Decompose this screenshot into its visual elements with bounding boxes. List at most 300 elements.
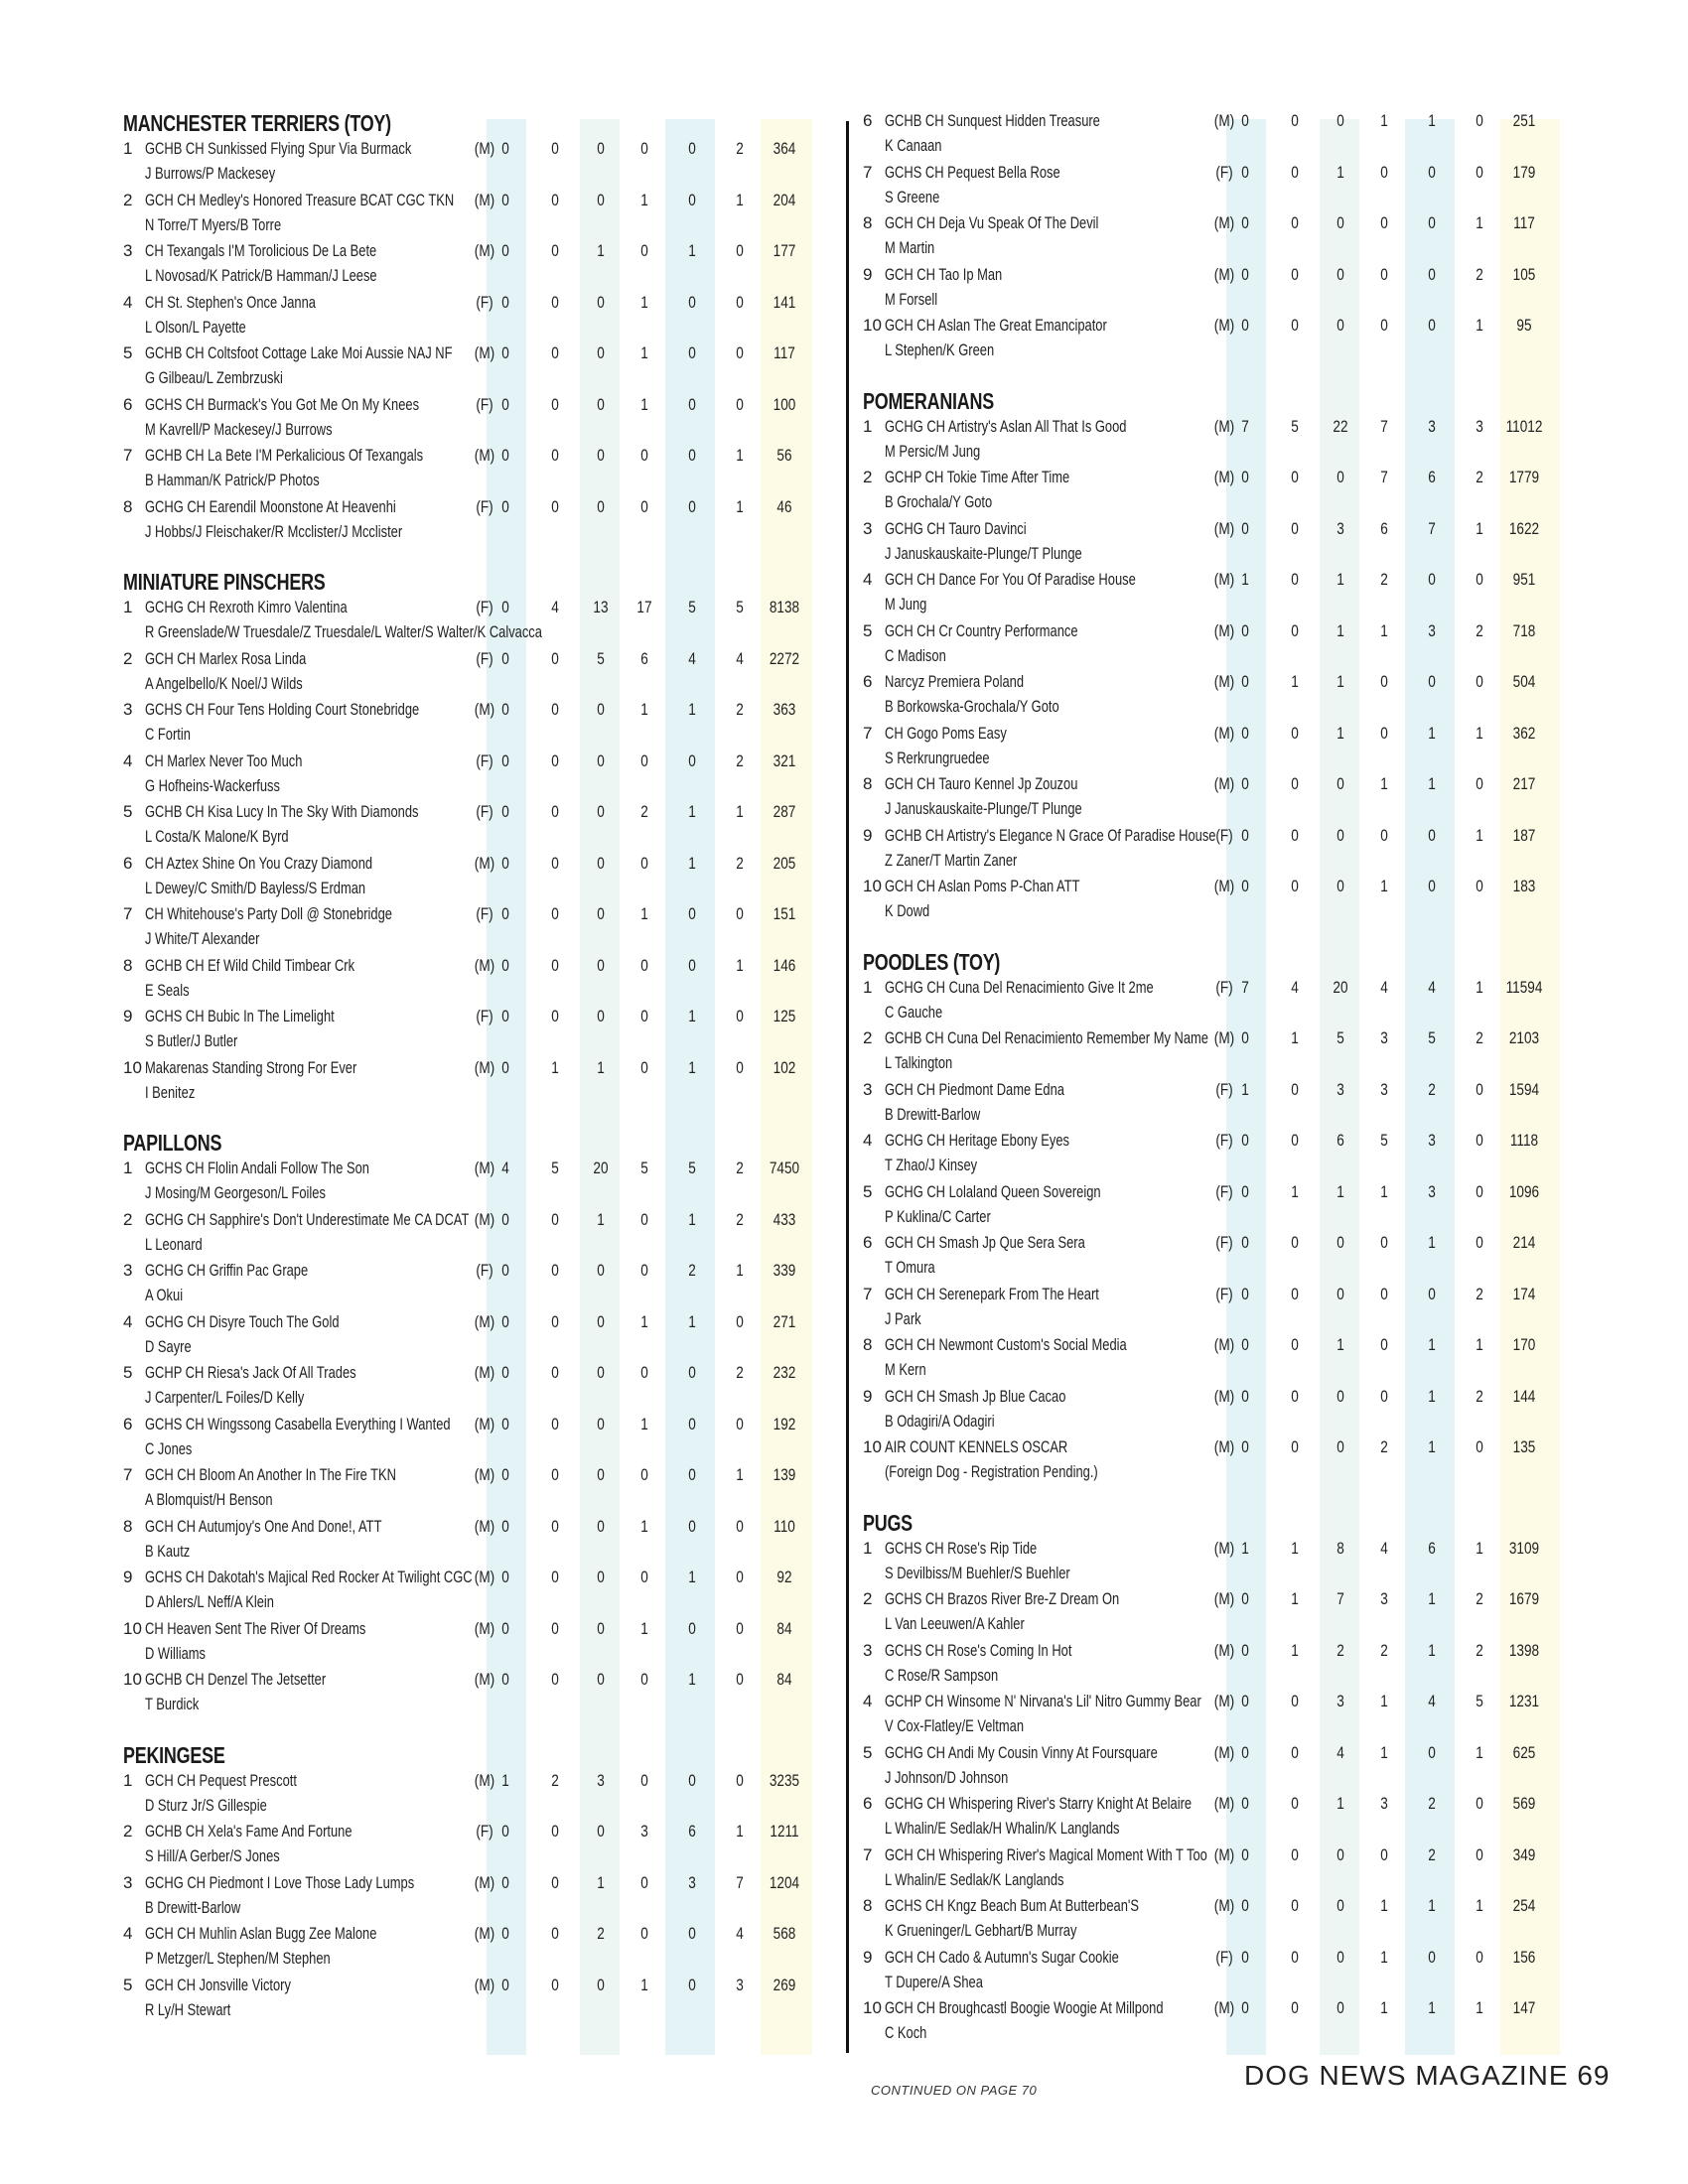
count-value: 3 (1380, 1589, 1388, 1608)
count-value: 0 (1241, 1998, 1249, 2017)
sex-indicator: (F) (476, 1261, 493, 1280)
count-value: 0 (1241, 1437, 1249, 1456)
count-value: 0 (1241, 316, 1249, 335)
count-value: 0 (1291, 1844, 1299, 1864)
count-value: 1 (1476, 977, 1483, 997)
owner-names: L Olson/L Payette (145, 317, 246, 337)
count-value: 1 (640, 343, 648, 362)
ranking-row (123, 1515, 845, 1567)
right-column (863, 109, 1585, 2065)
count-value: 0 (1241, 264, 1249, 284)
count-value: 1 (1476, 1538, 1483, 1558)
points-total: 951 (1512, 570, 1536, 589)
count-value: 0 (1241, 213, 1249, 232)
sex-indicator: (M) (1213, 264, 1235, 284)
count-value: 0 (1380, 672, 1388, 691)
count-value: 0 (688, 496, 696, 516)
breed-section (863, 387, 1585, 926)
count-value: 0 (1241, 162, 1249, 182)
rank-number: 10 (863, 877, 882, 895)
owner-names: M Jung (885, 595, 927, 614)
count-value: 1 (1380, 1947, 1388, 1967)
dog-name: GCHB CH La Bete I'M Perkalicious Of Texangals (145, 446, 424, 465)
owner-names: D Ahlers/L Neff/A Klein (145, 1592, 274, 1611)
points-total: 7450 (769, 1159, 800, 1177)
ranking-row (863, 976, 1585, 1027)
count-value: 0 (640, 241, 648, 260)
owner-names: M Kavrell/P Mackesey/J Burrows (145, 419, 333, 439)
count-value: 1 (640, 1414, 648, 1433)
sex-indicator: (M) (1213, 1794, 1235, 1813)
owner-names: C Jones (145, 1438, 193, 1458)
count-value: 0 (501, 751, 509, 770)
sex-indicator: (M) (1213, 1692, 1235, 1710)
count-value: 0 (640, 446, 648, 465)
rank-number: 8 (863, 1896, 873, 1915)
count-value: 0 (597, 1363, 605, 1382)
count-value: 2 (1380, 1640, 1388, 1660)
rank-number: 6 (863, 1233, 873, 1252)
dog-name: GCHG CH Heritage Ebony Eyes (885, 1131, 1069, 1150)
count-value: 0 (640, 751, 648, 770)
sex-indicator: (M) (1213, 1386, 1235, 1406)
count-value: 8 (1336, 1538, 1344, 1558)
points-total: 269 (773, 1975, 796, 1994)
rank-number: 10 (863, 316, 882, 335)
rank-number: 1 (863, 1538, 873, 1558)
count-value: 0 (551, 1516, 559, 1536)
dog-name: CH Gogo Poms Easy (885, 723, 1007, 743)
count-value: 0 (1336, 825, 1344, 845)
count-value: 1 (1428, 1589, 1436, 1608)
rank-number: 9 (123, 1568, 133, 1586)
count-value: 0 (501, 446, 509, 465)
count-value: 0 (1336, 1947, 1344, 1967)
count-value: 0 (597, 496, 605, 516)
count-value: 6 (1336, 1131, 1344, 1150)
count-value: 2 (1476, 1589, 1483, 1608)
count-value: 1 (1336, 162, 1344, 182)
count-value: 0 (1476, 672, 1483, 691)
dog-name: GCHP CH Riesa's Jack Of All Trades (145, 1363, 356, 1382)
owner-names: D Williams (145, 1643, 207, 1663)
owner-names: D Sturz Jr/S Gillespie (145, 1795, 267, 1815)
count-value: 1 (1428, 1386, 1436, 1406)
left-sections (123, 109, 845, 2024)
ranking-row (123, 291, 845, 342)
breed-heading: POODLES (TOY) (863, 948, 1001, 975)
dog-name: GCHG CH Disyre Touch The Gold (145, 1311, 340, 1331)
points-total: 254 (1512, 1896, 1536, 1915)
rank-number: 7 (123, 1465, 133, 1484)
points-total: 568 (773, 1924, 796, 1943)
count-value: 0 (551, 343, 559, 362)
count-value: 0 (1336, 1284, 1344, 1303)
count-value: 4 (1428, 1692, 1436, 1710)
count-value: 3 (688, 1872, 696, 1892)
ranking-row (863, 1639, 1585, 1691)
dog-name: GCHS CH Kngz Beach Bum At Butterbean'S (885, 1896, 1139, 1915)
rank-number: 10 (863, 1437, 882, 1456)
rank-number: 2 (863, 1028, 873, 1047)
rank-number: 2 (123, 1209, 133, 1229)
count-value: 1 (1476, 1998, 1483, 2017)
dog-name: GCH CH Broughcastl Boogie Woogie At Millpond (885, 1998, 1164, 2017)
dog-name: GCHG CH Rexroth Kimro Valentina (145, 598, 348, 616)
count-value: 5 (1291, 416, 1299, 436)
rank-number: 2 (863, 1589, 873, 1608)
count-value: 0 (736, 292, 744, 312)
count-value: 0 (551, 496, 559, 516)
rank-number: 1 (863, 416, 873, 436)
count-value: 5 (688, 598, 696, 616)
count-value: 0 (1476, 1437, 1483, 1456)
count-value: 3 (597, 1770, 605, 1790)
points-total: 504 (1512, 672, 1536, 691)
sex-indicator: (F) (1215, 1947, 1233, 1967)
count-value: 0 (501, 1465, 509, 1484)
owner-names: N Torre/T Myers/B Torre (145, 214, 282, 234)
rank-number: 5 (863, 620, 873, 640)
dog-name: GCHG CH Tauro Davinci (885, 518, 1027, 538)
count-value: 3 (640, 1822, 648, 1841)
count-value: 0 (688, 1770, 696, 1790)
sex-indicator: (M) (474, 1975, 495, 1994)
count-value: 0 (597, 446, 605, 465)
owner-names: C Madison (885, 645, 946, 665)
rank-number: 2 (123, 648, 133, 668)
count-value: 1 (1380, 111, 1388, 130)
count-value: 0 (1476, 1794, 1483, 1813)
points-total: 569 (1512, 1794, 1536, 1813)
sex-indicator: (M) (1213, 774, 1235, 793)
dog-name: CH St. Stephen's Once Janna (145, 292, 316, 312)
sex-indicator: (M) (474, 1057, 495, 1077)
count-value: 0 (1241, 1896, 1249, 1915)
count-value: 0 (597, 394, 605, 414)
sex-indicator: (M) (474, 853, 495, 873)
ranking-row (123, 1361, 845, 1413)
count-value: 0 (501, 1618, 509, 1638)
count-value: 0 (1291, 468, 1299, 486)
dog-name: GCHG CH Sapphire's Don't Underestimate Me CA DCAT (145, 1209, 470, 1229)
rank-number: 5 (123, 802, 133, 821)
sex-indicator: (M) (474, 139, 495, 158)
sex-indicator: (M) (1213, 1896, 1235, 1915)
dog-name: GCHS CH Dakotah's Majical Red Rocker At Twilight CGC (145, 1568, 473, 1586)
sex-indicator: (M) (1213, 1998, 1235, 2017)
dog-name: GCH CH Piedmont Dame Edna (885, 1079, 1064, 1099)
rank-number: 3 (123, 700, 133, 719)
count-value: 2 (736, 751, 744, 770)
count-value: 0 (551, 1311, 559, 1331)
count-value: 0 (1241, 1844, 1249, 1864)
rank-number: 8 (863, 213, 873, 232)
count-value: 0 (640, 1261, 648, 1280)
rank-number: 10 (123, 1618, 142, 1638)
count-value: 0 (1476, 570, 1483, 589)
owner-names: T Burdick (145, 1695, 200, 1713)
count-value: 0 (597, 802, 605, 821)
count-value: 1 (640, 1618, 648, 1638)
count-value: 0 (1336, 1233, 1344, 1252)
sex-indicator: (F) (476, 802, 493, 821)
dog-name: GCH CH Muhlin Aslan Bugg Zee Malone (145, 1924, 377, 1943)
points-total: 117 (1513, 213, 1535, 232)
ranking-row (123, 1820, 845, 1871)
ranking-row (123, 1922, 845, 1974)
count-value: 1 (1380, 1692, 1388, 1710)
count-value: 0 (501, 648, 509, 668)
points-total: 84 (776, 1670, 792, 1689)
count-value: 7 (1241, 416, 1249, 436)
count-value: 0 (1291, 1896, 1299, 1915)
rank-number: 3 (123, 241, 133, 260)
breed-heading: POMERANIANS (863, 387, 994, 414)
count-value: 0 (736, 394, 744, 414)
count-value: 0 (1291, 723, 1299, 743)
count-value: 0 (501, 1568, 509, 1586)
points-total: 11594 (1505, 977, 1543, 997)
dog-name: GCH CH Autumjoy's One And Done!, ATT (145, 1516, 382, 1536)
count-value: 0 (501, 1311, 509, 1331)
owner-names: L Dewey/C Smith/D Bayless/S Erdman (145, 878, 366, 897)
count-value: 0 (1428, 162, 1436, 182)
rank-number: 2 (123, 1822, 133, 1841)
sex-indicator: (M) (1213, 723, 1235, 743)
count-value: 2 (1428, 1079, 1436, 1099)
count-value: 0 (640, 496, 648, 516)
count-value: 1 (1476, 723, 1483, 743)
owner-names: J Johnson/D Johnson (885, 1767, 1009, 1787)
count-value: 0 (1241, 774, 1249, 793)
count-value: 2 (736, 1159, 744, 1177)
count-value: 0 (736, 1516, 744, 1536)
breed-section (123, 1129, 845, 1719)
count-value: 0 (1241, 468, 1249, 486)
sex-indicator: (M) (474, 190, 495, 209)
sex-indicator: (M) (474, 1465, 495, 1484)
ranking-row (123, 1463, 845, 1515)
ranking-row (863, 1435, 1585, 1487)
dog-name: CH Texangals I'M Torolicious De La Bete (145, 241, 377, 260)
points-total: 1622 (1508, 518, 1540, 538)
rank-number: 6 (863, 111, 873, 130)
count-value: 0 (1291, 1794, 1299, 1813)
count-value: 7 (1428, 518, 1436, 538)
ranking-row (863, 263, 1585, 315)
sex-indicator: (F) (1215, 825, 1233, 845)
ranking-row (123, 852, 845, 903)
dog-name: GCHG CH Earendil Moonstone At Heavenhi (145, 496, 396, 516)
sex-indicator: (F) (476, 496, 493, 516)
rank-number: 5 (863, 1181, 873, 1201)
count-value: 0 (1380, 316, 1388, 335)
owner-names: J Januskauskaite-Plunge/T Plunge (885, 543, 1082, 563)
breed-section (123, 109, 845, 546)
count-value: 2 (736, 1363, 744, 1382)
ranking-row (863, 1231, 1585, 1283)
count-value: 0 (1476, 1844, 1483, 1864)
count-value: 0 (688, 394, 696, 414)
count-value: 0 (1241, 672, 1249, 691)
owner-names: L Leonard (145, 1234, 203, 1254)
count-value: 0 (688, 446, 696, 465)
rank-number: 4 (863, 570, 873, 589)
count-value: 0 (688, 751, 696, 770)
sex-indicator: (M) (1213, 1589, 1235, 1608)
owner-names: A Blomquist/H Benson (145, 1490, 273, 1509)
count-value: 2 (688, 1261, 696, 1280)
dog-name: GCH CH Newmont Custom's Social Media (885, 1335, 1127, 1354)
count-value: 1 (1336, 1794, 1344, 1813)
points-total: 625 (1512, 1742, 1536, 1762)
dog-name: GCH CH Cado & Autumn's Sugar Cookie (885, 1947, 1119, 1967)
rank-number: 4 (123, 1924, 133, 1943)
dog-name: GCHG CH Griffin Pac Grape (145, 1261, 309, 1280)
owner-names: S Hill/A Gerber/S Jones (145, 1846, 280, 1865)
count-value: 0 (1476, 111, 1483, 130)
count-value: 0 (1428, 672, 1436, 691)
ranking-row (123, 1974, 845, 2025)
count-value: 0 (597, 1311, 605, 1331)
count-value: 0 (551, 1670, 559, 1689)
count-value: 3 (1336, 1079, 1344, 1099)
rank-number: 8 (123, 496, 133, 516)
count-value: 0 (501, 1822, 509, 1841)
sex-indicator: (M) (1213, 518, 1235, 538)
count-value: 3 (1336, 1692, 1344, 1710)
sex-indicator: (M) (474, 1311, 495, 1331)
dog-name: CH Marlex Never Too Much (145, 751, 303, 770)
owner-names: S Devilbiss/M Buehler/S Buehler (885, 1563, 1070, 1582)
owner-names: T Zhao/J Kinsey (885, 1156, 978, 1174)
count-value: 0 (551, 853, 559, 873)
points-total: 1118 (1509, 1131, 1539, 1150)
count-value: 1 (1476, 213, 1483, 232)
count-value: 2 (1476, 1028, 1483, 1047)
count-value: 0 (501, 343, 509, 362)
dog-name: GCH CH Cr Country Performance (885, 620, 1078, 640)
count-value: 1 (597, 1209, 605, 1229)
count-value: 0 (688, 955, 696, 975)
owner-names: B Odagiri/A Odagiri (885, 1411, 995, 1431)
owner-names: L Whalin/E Sedlak/K Langlands (885, 1869, 1064, 1889)
ranking-row (123, 954, 845, 1006)
count-value: 1 (1336, 1335, 1344, 1354)
owner-names: C Gauche (885, 1002, 943, 1022)
count-value: 2 (1428, 1794, 1436, 1813)
rank-number: 6 (863, 1794, 873, 1813)
count-value: 6 (1428, 1538, 1436, 1558)
count-value: 0 (551, 1261, 559, 1280)
rank-number: 9 (863, 1947, 873, 1967)
count-value: 3 (1380, 1028, 1388, 1047)
count-value: 0 (551, 751, 559, 770)
count-value: 0 (688, 1924, 696, 1943)
count-value: 0 (1428, 264, 1436, 284)
ranking-row (123, 800, 845, 852)
sex-indicator: (M) (1213, 1538, 1235, 1558)
rank-number: 8 (123, 955, 133, 975)
owner-names: E Seals (145, 980, 190, 1000)
count-value: 20 (593, 1159, 609, 1177)
owner-names: K Canaan (885, 136, 942, 155)
rank-number: 10 (863, 1998, 882, 2017)
dog-name: GCHS CH Flolin Andali Follow The Son (145, 1159, 369, 1177)
owner-names: I Benitez (145, 1082, 196, 1102)
dog-name: GCHB CH Xela's Fame And Fortune (145, 1822, 352, 1841)
dog-name: GCH CH Smash Jp Blue Cacao (885, 1386, 1066, 1406)
owner-names: J White/T Alexander (145, 929, 260, 948)
count-value: 4 (1380, 977, 1388, 997)
count-value: 3 (736, 1975, 744, 1994)
sex-indicator: (F) (476, 751, 493, 770)
count-value: 0 (1428, 1947, 1436, 1967)
count-value: 0 (736, 1670, 744, 1689)
count-value: 1 (1380, 1742, 1388, 1762)
rank-number: 7 (863, 723, 873, 743)
points-total: 364 (773, 139, 796, 158)
count-value: 1 (688, 1568, 696, 1586)
ranking-row (123, 495, 845, 547)
count-value: 0 (640, 1007, 648, 1025)
count-value: 1 (1380, 1896, 1388, 1915)
count-value: 0 (640, 1363, 648, 1382)
count-value: 5 (597, 648, 605, 668)
points-total: 1204 (769, 1872, 800, 1892)
points-total: 11012 (1505, 416, 1543, 436)
ranking-row (863, 1333, 1585, 1385)
count-value: 5 (640, 1159, 648, 1177)
count-value: 0 (597, 139, 605, 158)
count-value: 0 (597, 955, 605, 975)
rank-number: 7 (123, 904, 133, 923)
count-value: 1 (736, 190, 744, 209)
left-column (123, 109, 845, 2065)
count-value: 20 (1333, 977, 1348, 997)
dog-name: GCHB CH Denzel The Jetsetter (145, 1670, 327, 1689)
ranking-row (123, 1871, 845, 1923)
count-value: 0 (501, 394, 509, 414)
count-value: 1 (1476, 316, 1483, 335)
count-value: 0 (501, 700, 509, 719)
count-value: 0 (597, 190, 605, 209)
rank-number: 1 (123, 1770, 133, 1790)
ranking-row (863, 1741, 1585, 1793)
dog-name: GCH CH Whispering River's Magical Moment With T Too (885, 1844, 1207, 1864)
count-value: 0 (1291, 1233, 1299, 1252)
points-total: 214 (1512, 1233, 1536, 1252)
points-total: 3235 (769, 1770, 800, 1790)
sex-indicator: (F) (1215, 1181, 1233, 1201)
count-value: 1 (736, 1261, 744, 1280)
ranking-row (863, 1180, 1585, 1232)
owner-names: J Mosing/M Georgeson/L Foiles (145, 1183, 326, 1202)
owner-names: L Van Leeuwen/A Kahler (885, 1614, 1025, 1633)
dog-name: GCH CH Aslan The Great Emancipator (885, 316, 1107, 335)
count-value: 0 (1291, 1998, 1299, 2017)
count-value: 0 (501, 598, 509, 616)
sex-indicator: (M) (1213, 1742, 1235, 1762)
count-value: 0 (1291, 1437, 1299, 1456)
sex-indicator: (F) (476, 1007, 493, 1025)
rank-number: 6 (123, 394, 133, 414)
count-value: 0 (1291, 1692, 1299, 1710)
count-value: 4 (501, 1159, 509, 1177)
owner-names: A Okui (145, 1286, 184, 1304)
count-value: 0 (1336, 774, 1344, 793)
